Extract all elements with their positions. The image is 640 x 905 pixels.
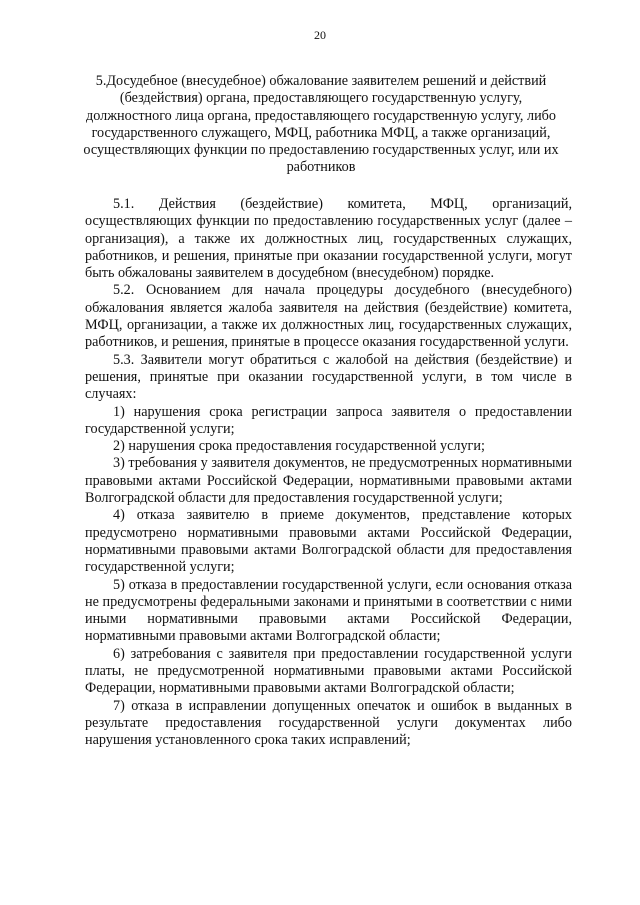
page-number: 20 xyxy=(314,28,326,42)
list-item-4: 4) отказа заявителю в приеме документов, представление которых предусмотрено нормативными правовыми актами Российской Федерации, нормативными правовыми актами Волгоградской области для предоставления государственной услуги; xyxy=(85,507,572,576)
list-item-5: 5) отказа в предоставлении государственной услуги, если основания отказа не предусмотрены федеральными законами и принятыми в соответствии с ними иными нормативными правовыми актами Российской Федерации, нормативными правовыми актами Волгоградской области; xyxy=(85,576,572,645)
section-heading: 5.Досудебное (внесудебное) обжалование заявителем решений и действий (бездействия) органа, предоставляющего государственную услугу, должностного лица органа, предоставляющего государственную услугу, либо государственного служащего, МФЦ, работника МФЦ, а также организаций, осуществляющих функции по предоставлению государственных услуг, или их работников xyxy=(83,73,559,176)
paragraph-5-2: 5.2. Основанием для начала процедуры досудебного (внесудебного) обжалования является жалоба заявителя на действия (бездействие) комитета, МФЦ, организации, а также их должностных лиц, государственных служащих, работников, и решения, принятые в процессе оказания государственной услуги. xyxy=(85,282,572,351)
document-body xyxy=(85,196,572,750)
paragraph-5-1: 5.1. Действия (бездействие) комитета, МФЦ, организаций, осуществляющих функции по предоставлению государственных услуг (далее – организация), а также их должностных лиц, государственных служащих, работников, и решения, принятые при оказании государственной услуги, могут быть обжалованы заявителем в досудебном (внесудебном) порядке. xyxy=(85,196,572,282)
list-item-2: 2) нарушения срока предоставления государственной услуги; xyxy=(113,438,485,455)
list-item-3: 3) требования у заявителя документов, не предусмотренных нормативными правовыми актами Российской Федерации, нормативными правовыми актами Волгоградской области для предоставления государственной услуги; xyxy=(85,455,572,507)
paragraph-5-3: 5.3. Заявители могут обратиться с жалобой на действия (бездействие) и решения, принятые при оказании государственной услуги, в том числе в случаях: xyxy=(85,351,572,403)
list-item-1: 1) нарушения срока регистрации запроса заявителя о предоставлении государственной услуги; xyxy=(85,403,572,437)
list-item-7: 7) отказа в исправлении допущенных опечаток и ошибок в выданных в результате предоставления государственной услуги документах либо нарушения установленного срока таких исправлений; xyxy=(85,697,572,749)
list-item-6: 6) затребования с заявителя при предоставлении государственной услуги платы, не предусмотренной нормативными правовыми актами Российской Федерации, нормативными правовыми актами Волгоградской области; xyxy=(85,645,572,697)
